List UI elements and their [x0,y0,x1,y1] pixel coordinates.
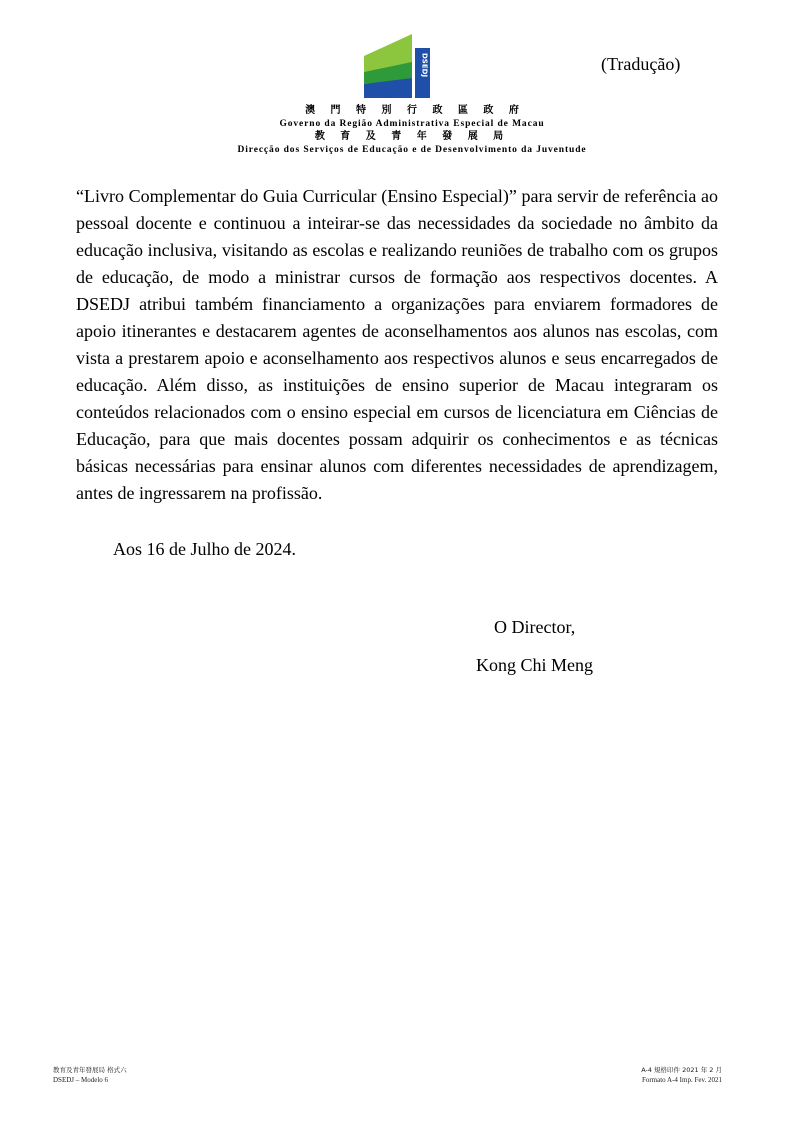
footer-print-format: Formato A-4 Imp. Fev. 2021 [641,1076,722,1084]
footer-print-format-chinese: A-4 規格印件 2021 年 2 月 [641,1066,722,1074]
signer-name: Kong Chi Meng [476,655,593,675]
body-paragraph: “Livro Complementar do Guia Curricular (Ensino Especial)” para servir de referência ao pessoal docente e continuou a inteirar-se das necessidades da sociedade no âmbito da educação inclusiva, visitando as escolas e realizando reuniões de trabalho com os grupos de educação, de modo a ministrar cursos de formação aos respectivos docentes. A DSEDJ atribui também financiamento a organizações para enviarem formadores de apoio itinerantes e destacarem agentes de aconselhamentos aos alunos nas escolas, com vista a prestarem apoio e aconselhamento aos respectivos alunos e seus encarregados de educação. Além disso, as instituições de ensino superior de Macau integraram os conteúdos relacionados com o ensino especial em cursos de licenciatura em Ciências de Educação, para que mais docentes possam adquirir os conhecimentos e as técnicas básicas necessárias para ensinar alunos com diferentes necessidades de aprendizagem, antes de ingressarem na profissão. [76,186,718,503]
footer-form-code: DSEDJ – Modelo 6 [53,1076,109,1084]
signoff-title: O Director, [494,617,576,637]
government-name-chinese: 澳 門 特 別 行 政 區 政 府 [305,105,525,116]
document-date: Aos 16 de Julho de 2024. [113,539,296,559]
dsedj-logo [362,32,434,98]
footer-right [600,1065,722,1085]
footer-left [53,1065,127,1085]
footer-form-code-chinese: 教育及青年發展局 格式六 [53,1066,127,1074]
department-name-chinese: 教 育 及 青 年 發 展 局 [314,131,510,142]
logo-lettering: DSEDJ [420,53,429,78]
department-name-portuguese: Direcção dos Serviços de Educação e de Desenvolvimento da Juventude [237,145,587,155]
letterhead [0,104,794,156]
translation-note: (Tradução) [601,54,681,74]
dsedj-logo-icon [362,32,434,98]
government-name-portuguese: Governo da Região Administrativa Especial de Macau [279,119,545,129]
